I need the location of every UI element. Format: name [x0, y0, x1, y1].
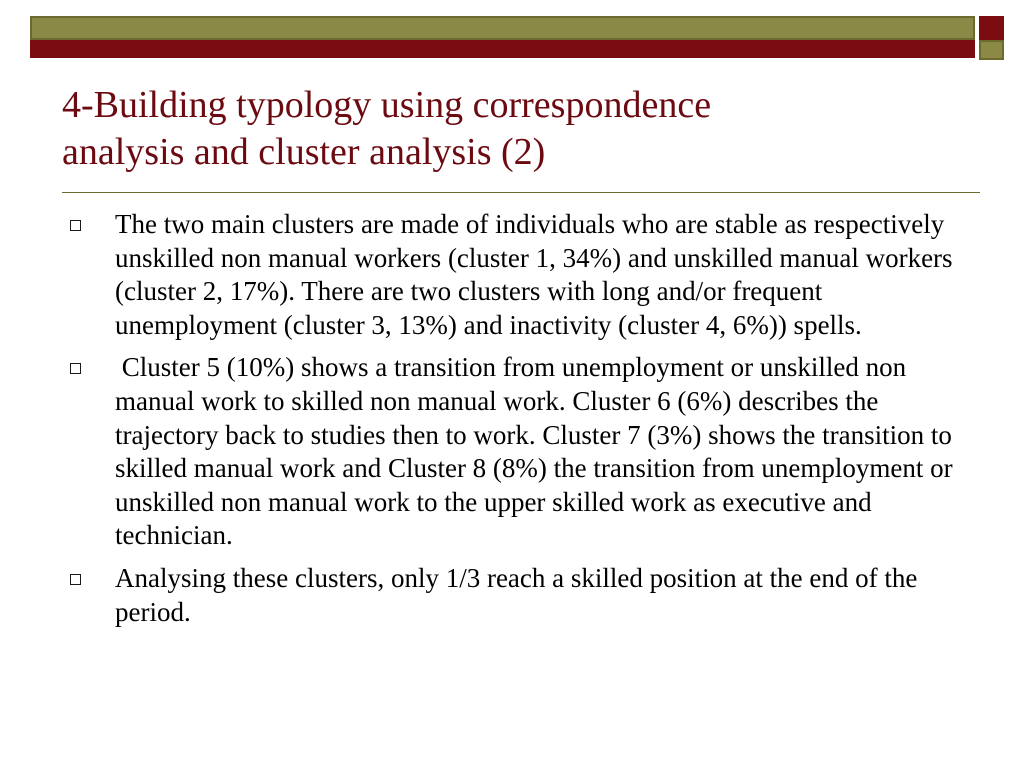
slide-title-line-2: analysis and cluster analysis (2) — [62, 131, 546, 173]
bullet-item — [62, 208, 962, 342]
corner-square-maroon — [979, 16, 1004, 40]
bullet-item — [62, 562, 962, 629]
header-bar-olive — [30, 16, 975, 40]
bullet-list — [62, 208, 962, 638]
bullet-text: Cluster 5 (10%) shows a transition from unemployment or unskilled non manual work to skilled non manual work. Cluster 6 (6%) describes the trajectory back to studies then to work. Cluster 7 (3%) shows the transition to skilled manual work and Cluster 8 (8%) the transition from unemployment or unskilled non manual work to the upper skilled work as executive and technician. — [115, 352, 960, 551]
title-divider — [62, 192, 980, 193]
hollow-square-icon — [70, 220, 81, 231]
bullet-text: Analysing these clusters, only 1/3 reach a skilled position at the end of the period. — [115, 562, 925, 627]
slide-title-line-1: 4-Building typology using correspondence — [62, 84, 712, 126]
hollow-square-icon — [70, 574, 81, 585]
bullet-item — [62, 351, 962, 553]
corner-square-olive — [979, 40, 1004, 60]
header-bar-maroon — [30, 40, 975, 58]
bullet-text: The two main clusters are made of individuals who are stable as respectively unskilled non manual workers (cluster 1, 34%) and unskilled manual workers (cluster 2, 17%). There are two clusters with long and/or frequent unemployment (cluster 3, 13%) and inactivity (cluster 4, 6%)) spells. — [115, 209, 960, 340]
slide-title — [62, 82, 962, 176]
hollow-square-icon — [70, 363, 81, 374]
